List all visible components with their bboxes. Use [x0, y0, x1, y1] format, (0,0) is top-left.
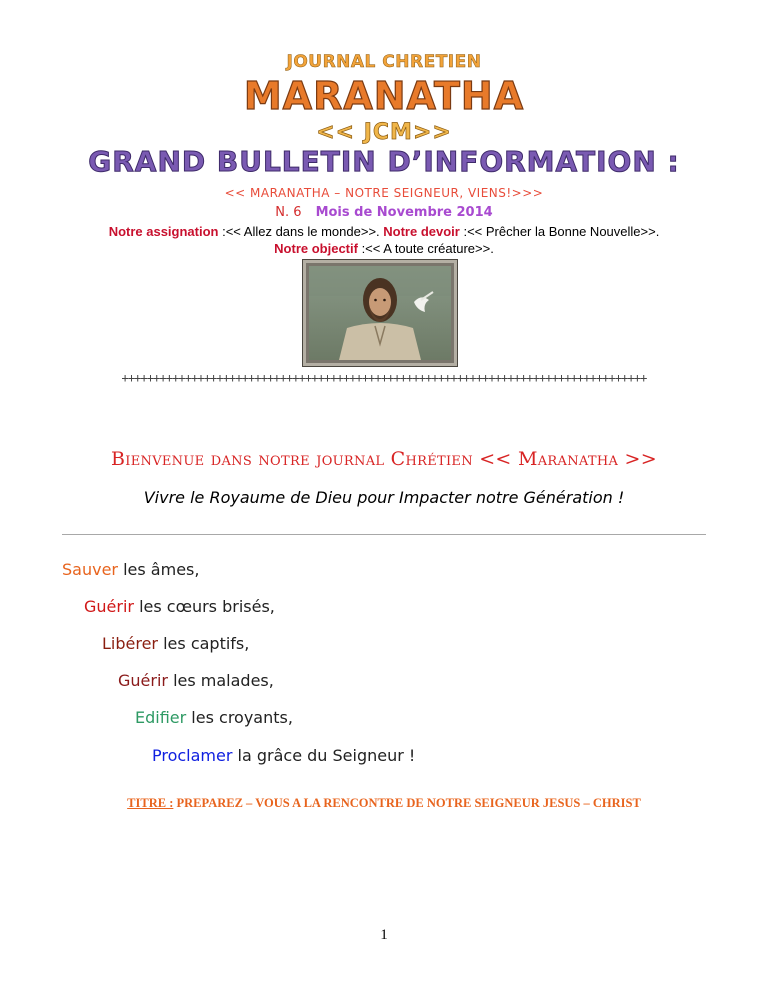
mission-text: la grâce du Seigneur ! [232, 746, 416, 765]
mission-item [84, 597, 275, 616]
mission-item [102, 634, 249, 653]
motto: << MARANATHA – NOTRE SEIGNEUR, VIENS!>>> [224, 186, 544, 200]
bulletin-heading: GRAND BULLETIN D’INFORMATION : [88, 145, 680, 178]
plus-separator: +++++++++++++++++++++++++++++++++++++++++++++++++++++++++++++++++++++++++++++++++++ [121, 371, 647, 385]
mission-item [152, 746, 415, 765]
issue-month: Mois de Novembre 2014 [315, 205, 493, 220]
tagline: Vivre le Royaume de Dieu pour Impacter notre Génération ! [143, 488, 625, 507]
mission-verb: Guérir [84, 597, 134, 616]
journal-label: JOURNAL CHRETIEN [286, 52, 482, 72]
mission-text: les croyants, [186, 708, 293, 727]
page-number: 1 [380, 927, 388, 943]
mission-verb: Guérir [118, 671, 168, 690]
title-text: PREPAREZ – VOUS A LA RENCONTRE DE NOTRE SEIGNEUR JESUS – CHRIST [173, 796, 641, 810]
devoir-text: :<< Prêcher la Bonne Nouvelle>>. [459, 224, 660, 239]
objectif-label: Notre objectif [274, 241, 358, 256]
jesus-photo [303, 260, 457, 366]
jesus-illustration [309, 266, 451, 360]
mission-text: les captifs, [158, 634, 250, 653]
article-title [0, 796, 768, 811]
welcome-heading: Bienvenue dans notre journal Chrétien << Maranatha >> [111, 448, 657, 470]
mission-text: les âmes, [118, 560, 200, 579]
assignation-text: :<< Allez dans le monde>>. [218, 224, 384, 239]
mission-verb: Proclamer [152, 746, 233, 765]
mission-item [62, 560, 199, 579]
jcm-label: << JCM>> [316, 120, 452, 145]
mission-verb: Sauver [62, 560, 118, 579]
assignation-line [0, 224, 768, 239]
mission-text: les cœurs brisés, [133, 597, 275, 616]
devoir-label: Notre devoir [383, 224, 460, 239]
divider-rule [62, 534, 706, 535]
title-label: TITRE : [127, 796, 174, 810]
issue-line [0, 205, 768, 220]
mission-item [118, 671, 274, 690]
issue-number: N. 6 [275, 205, 302, 220]
mission-verb: Edifier [135, 708, 187, 727]
mission-item [135, 708, 293, 727]
mission-text: les malades, [167, 671, 274, 690]
objectif-text: :<< A toute créature>>. [357, 241, 494, 256]
assignation-label: Notre assignation [108, 224, 219, 239]
journal-name: MARANATHA [243, 74, 525, 118]
mission-verb: Libérer [102, 634, 159, 653]
objective-line [0, 241, 768, 256]
